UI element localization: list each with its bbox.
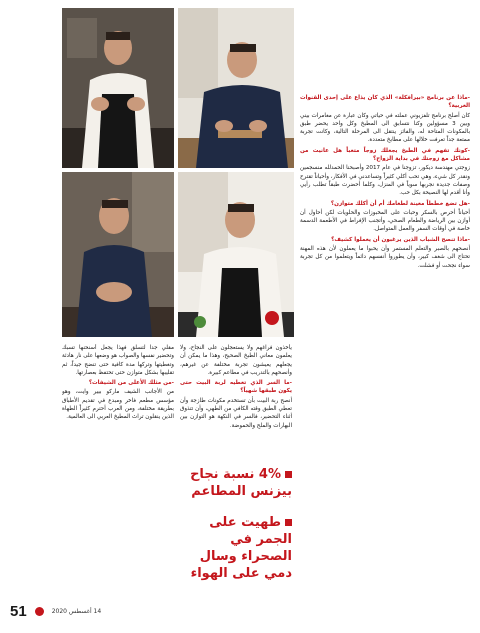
- answer-paragraph: أحياناً أحرص بالسكر وحبات على المخبوزات والحلويات لكن أحاول أن أوازن بين الرياضة والطعام الصحي، وأتجنب الإفراط في الأطعمة الدسمة خاصة في أوقات السفر والعمل المتواصل.: [300, 209, 470, 233]
- answer-paragraph: أنصح ربة البيت بأن تستخدم مكونات طازجة وأن تعطي الطبق وقته الكافي من الطهي، وأن تتذوق أثناء التحضير، فالسر في النكهة هو التوازن بين البهارات والملح والحموضة.: [180, 397, 292, 429]
- photo-chef-chopping: [178, 8, 294, 168]
- answer-paragraph: أنصحهم بالصبر والتعلم المستمر وأن يحبوا ما يعملون لأن هذه المهنة تحتاج الى شغف كبير، وأن يطوروا أنفسهم دائماً ويتعلموا من كل تجربة سواء نجحت أو فشلت.: [300, 246, 470, 269]
- photo-chef-apron-gesture: [62, 8, 174, 168]
- question-heading: -كونك تفهم في الطبخ يجعلك زوجاً متعباً هل عانيت من مشاكل مع زوجتك في بداية الزواج؟: [300, 147, 470, 163]
- answer-paragraph: زوجتي مهندسة ديكور، تزوجنا في عام 2017 وأصبحنا الحمدلله منسجمين ونقدر كل شيء، وهي تحب أكلي كثيراً وتساعدني في الأفكار، وأحياناً تقترح وصفات جديدة نجربها سوياً في المنزل، وكلما أحضرت طبقاً تطلب رأيي وأنا أقدم لها النصيحة بكل حب.: [300, 165, 470, 197]
- magazine-logo-icon: [35, 607, 44, 616]
- pull-quote-desert-cooking: طهيت على الجمر في الصحراء وسال دمي على الهواء: [190, 515, 292, 581]
- answer-paragraph: يأخذون فراغهم ولا يستعجلون على النجاح، ولا يعلمون معاني الطبخ الصحيح، وهذا ما يمكن أن يجعلهم يعيشون تجربة مختلفة عن غيرهم، وأنصحهم بالتدريب في مطاعم كبيرة.: [180, 345, 292, 376]
- article-column-right: [300, 94, 470, 592]
- question-heading: -من مثلك الأعلى من الشيفات؟: [88, 380, 174, 387]
- pull-quote-success-rate: 4% نسبة نجاح بيزنس المطاعم: [190, 467, 292, 499]
- page-number: 51: [10, 602, 27, 620]
- bullet-square-icon: [285, 471, 292, 478]
- bullet-square-icon: [285, 519, 292, 526]
- article-column-left: [62, 344, 174, 592]
- question-heading: -ماذا تنصح الشباب الذين يرغبون أن يعملوا كشيف؟: [331, 236, 470, 243]
- question-heading: -ما السر الذي تعطيه لربة البيت حتى يكون طبقها شهياً؟: [180, 380, 292, 395]
- article-column-middle: [180, 344, 292, 454]
- question-heading: -هل تضع خططاً معينة لطعامك أم أن أكلك متوازن؟: [330, 200, 470, 207]
- answer-paragraph: مقلي جدا لتسلق فهذا يجعل أسنحنها تسبك وتحضير نفسها والصواب هو وضعها على نار هادئة وتغطيتها وتركها مدة كافية حتى تنضج جيداً، ثم تقليبها بشكل متوازن حتى تحتفظ بعصارتها.: [62, 345, 174, 376]
- photo-chef-apron-ingredients: [178, 172, 294, 337]
- issue-date: 14 أغسطس 2020: [51, 607, 102, 615]
- answer-paragraph: كان أصلح برنامج تلفزيوني عملته في حياتي وكان عبارة عن مغامرات بيني وبين 3 مسؤولين وكنا نتسابق الى المطبخ وكل واحد يحضر طبق بالمكونات المتاحة له، والفائز ينتقل الى المرحلة التالية، وكانت تجربة ممتعة جداً تعرفت خلالها على مطابخ متعددة.: [300, 112, 470, 144]
- photo-chef-hands-folded: [62, 172, 174, 337]
- answer-paragraph: من الأجانب الشيف ماركو بيير وايت، وهو مؤسس مطعم فاخر ومبدع في تقديم الأطباق بطريقة مختلفة، ومن العرب أحترم كثيراً الطهاة الذين ينقلون تراث المطبخ العربي الى العالمية.: [62, 389, 174, 421]
- question-heading: -ماذا عن برنامج «بيرأفكلة» الذي كان يذاع على إحدى القنوات العربية؟: [300, 95, 470, 110]
- page-footer: [10, 601, 101, 621]
